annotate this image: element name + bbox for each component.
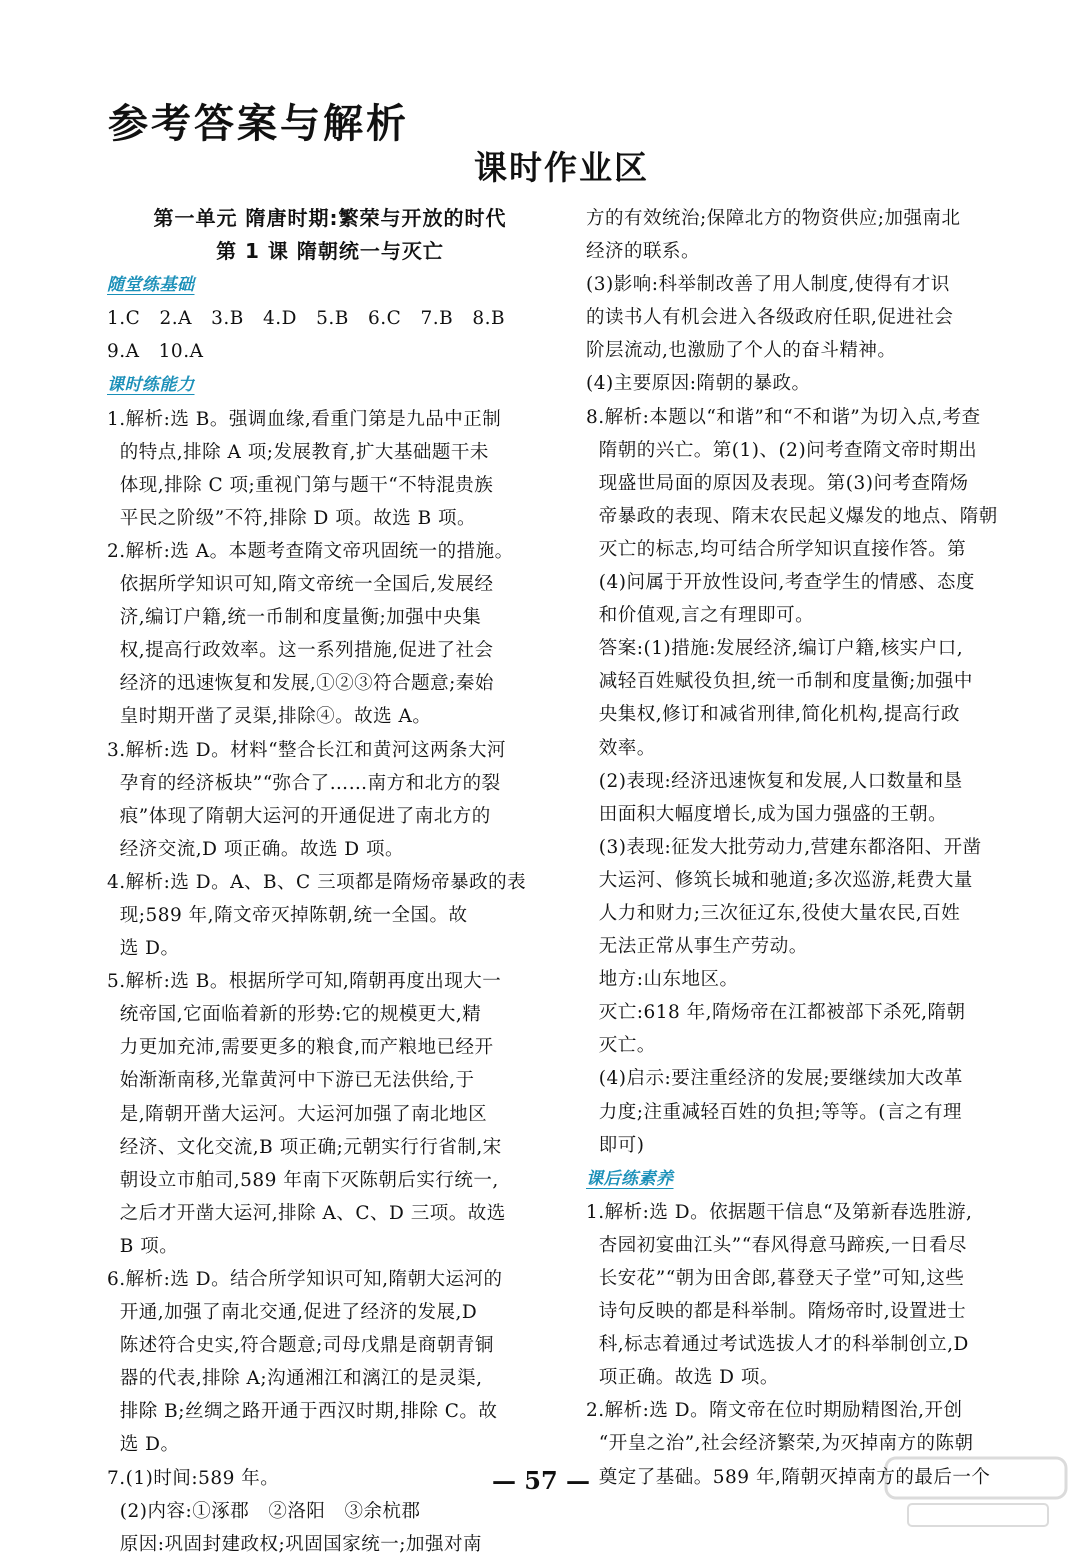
answer-line: 之后才开凿大运河,排除 A、C、D 三项。故选 xyxy=(107,1202,506,1224)
answer-line: 排除 B;丝绸之路开通于西汉时期,排除 C。故 xyxy=(107,1401,498,1423)
answer-line: 阶层流动,也激励了个人的奋斗精神。 xyxy=(586,340,897,362)
answer-line: 项正确。故选 D 项。 xyxy=(586,1367,779,1389)
answer-line: 帝暴政的表现、隋末农民起义爆发的地点、隋朝 xyxy=(586,505,998,527)
answer-line: 人力和财力;三次征辽东,役使大量农民,百姓 xyxy=(586,902,961,924)
answer-line: 孕育的经济板块”“弥合了……南方和北方的裂 xyxy=(107,772,501,794)
answer-line: 选 D。 xyxy=(107,938,180,960)
answer-line: 1.C 2.A 3.B 4.D 5.B 6.C 7.B 8.B xyxy=(107,308,506,330)
answer-line: 方的有效统治;保障北方的物资供应;加强南北 xyxy=(586,208,961,229)
answer-line: 开通,加强了南北交通,促进了经济的发展,D xyxy=(107,1302,478,1324)
answer-line: 灭亡的标志,均可结合所学知识直接作答。第 xyxy=(586,538,967,560)
answer-line: 陈述符合史实,符合题意;司母戊鼎是商朝青铜 xyxy=(107,1335,494,1357)
answer-line: 权,提高行政效率。这一系列措施,促进了社会 xyxy=(107,640,494,662)
answer-line: (4)启示:要注重经济的发展;要继续加大改革 xyxy=(586,1068,963,1090)
answer-line: (2)表现:经济迅速恢复和发展,人口数量和垦 xyxy=(586,770,963,792)
answer-line: 经济、文化交流,B 项正确;元朝实行行省制,宋 xyxy=(107,1136,502,1158)
answer-line: 经济交流,D 项正确。故选 D 项。 xyxy=(107,838,404,860)
page-number: — 57 — xyxy=(491,1466,591,1495)
section-label-ability: 课时练能力 xyxy=(107,375,195,396)
answer-line: 力更加充沛,需要更多的粮食,而产粮地已经开 xyxy=(107,1037,494,1059)
answer-line: 田面积大幅度增长,成为国力强盛的王朝。 xyxy=(586,803,948,825)
answer-line: 济,编订户籍,统一币制和度量衡;加强中央集 xyxy=(107,607,482,629)
page-title: 参考答案与解析 xyxy=(108,101,409,147)
answer-line: 原因:巩固封建政权;巩固国家统一;加强对南 xyxy=(107,1533,482,1555)
answer-line: 2.解析:选 A。本题考查隋文帝巩固统一的措施。 xyxy=(107,540,514,562)
left-column xyxy=(107,202,553,1561)
answer-line: 大运河、修筑长城和驰道;多次巡游,耗费大量 xyxy=(586,869,973,891)
answer-line: 现;589 年,隋文帝灭掉陈朝,统一全国。故 xyxy=(107,904,468,926)
answer-line: 科,标志着通过考试选拔人才的科举制创立,D xyxy=(586,1334,969,1356)
answer-line: (4)主要原因:隋朝的暴政。 xyxy=(586,373,811,395)
answer-line: 效率。 xyxy=(586,737,656,759)
answer-line: 7.(1)时间:589 年。 xyxy=(107,1467,280,1489)
answer-line: “开皇之治”,社会经济繁荣,为灭掉南方的陈朝 xyxy=(586,1433,974,1455)
answer-line: 经济的联系。 xyxy=(586,241,701,263)
answer-line: 2.解析:选 D。隋文帝在位时期励精图治,开创 xyxy=(586,1400,963,1422)
answer-line: 灭亡:618 年,隋炀帝在江都被部下杀死,隋朝 xyxy=(586,1002,966,1024)
section-label-basic: 随堂练基础 xyxy=(107,275,195,296)
lesson-title: 第 1 课 隋朝统一与灭亡 xyxy=(216,239,444,264)
answer-line: 是,隋朝开凿大运河。大运河加强了南北地区 xyxy=(107,1103,488,1125)
answer-line: 1.解析:选 D。依据题干信息“及第新春选胜游, xyxy=(586,1201,973,1223)
answer-line: 灭亡。 xyxy=(586,1035,656,1057)
answer-line: 5.解析:选 B。根据所学可知,隋朝再度出现大一 xyxy=(107,971,502,993)
answer-line: 杏园初宴曲江头”“春风得意马蹄疾,一日看尽 xyxy=(586,1234,968,1256)
answer-line: 经济的迅速恢复和发展,①②③符合题意;秦始 xyxy=(107,673,494,695)
answer-line: 器的代表,排除 A;沟通湘江和漓江的是灵渠, xyxy=(107,1368,483,1390)
right-column xyxy=(586,202,1032,1494)
answer-line: 的读书人有机会进入各级政府任职,促进社会 xyxy=(586,307,954,329)
answer-line: 减轻百姓赋役负担,统一币制和度量衡;加强中 xyxy=(586,671,973,693)
answer-line: 的特点,排除 A 项;发展教育,扩大基础题干未 xyxy=(107,441,489,463)
section-label-literacy: 课后练素养 xyxy=(586,1168,674,1189)
answer-line: 6.解析:选 D。结合所学知识可知,隋朝大运河的 xyxy=(107,1269,503,1290)
answer-line: 地方:山东地区。 xyxy=(586,969,739,991)
answer-line: 央集权,修订和减省刑律,简化机构,提高行政 xyxy=(586,704,960,726)
answer-line: (4)问属于开放性设问,考查学生的情感、态度 xyxy=(586,572,975,594)
answer-line: 现盛世局面的原因及表现。第(3)问考查隋炀 xyxy=(586,472,969,494)
answer-line: 9.A 10.A xyxy=(107,341,204,363)
answer-line: 答案:(1)措施:发展经济,编订户籍,核实户口, xyxy=(586,638,964,660)
section-title: 课时作业区 xyxy=(474,148,649,187)
watermark-logo xyxy=(878,1452,1074,1532)
answer-line: B 项。 xyxy=(107,1235,179,1257)
answer-line: 依据所学知识可知,隋文帝统一全国后,发展经 xyxy=(107,574,494,596)
answer-line: (2)内容:①涿郡 ②洛阳 ③余杭郡 xyxy=(107,1500,421,1522)
answer-line: 1.解析:选 B。强调血缘,看重门第是九品中正制 xyxy=(107,408,502,430)
answer-line: 痕”体现了隋朝大运河的开通促进了南北方的 xyxy=(107,805,491,827)
answer-line: 诗句反映的都是科举制。隋炀帝时,设置进士 xyxy=(586,1301,967,1323)
answer-line: 隋朝的兴亡。第(1)、(2)问考查隋文帝时期出 xyxy=(586,439,978,461)
answer-line: 平民之阶级”不符,排除 D 项。故选 B 项。 xyxy=(107,507,477,529)
answer-line: 体现,排除 C 项;重视门第与题干“不特混贵族 xyxy=(107,474,494,496)
answer-line: 皇时期开凿了灵渠,排除④。故选 A。 xyxy=(107,706,432,728)
answer-line: 选 D。 xyxy=(107,1434,180,1456)
answer-line: 力度;注重减轻百姓的负担;等等。(言之有理 xyxy=(586,1101,962,1123)
answer-line: 即可) xyxy=(586,1134,645,1156)
answer-line: 奠定了基础。589 年,隋朝灭掉南方的最后一个 xyxy=(586,1466,991,1488)
answer-line: (3)表现:征发大批劳动力,营建东都洛阳、开凿 xyxy=(586,836,982,858)
answer-line: 3.解析:选 D。材料“整合长江和黄河这两条大河 xyxy=(107,739,507,761)
answer-line: 和价值观,言之有理即可。 xyxy=(586,605,815,627)
answer-line: 始渐渐南移,光靠黄河中下游已无法供给,于 xyxy=(107,1070,475,1092)
answer-line: 统帝国,它面临着新的形势:它的规模更大,精 xyxy=(107,1004,482,1026)
answer-line: 长安花”“朝为田舍郎,暮登天子堂”可知,这些 xyxy=(586,1268,965,1289)
answer-line: 8.解析:本题以“和谐”和“不和谐”为切入点,考查 xyxy=(586,406,981,428)
answer-line: 朝设立市舶司,589 年南下灭陈朝后实行统一, xyxy=(107,1169,499,1191)
answer-line: (3)影响:科举制改善了用人制度,使得有才识 xyxy=(586,274,950,296)
answer-line: 4.解析:选 D。A、B、C 三项都是隋炀帝暴政的表 xyxy=(107,871,527,893)
answer-line: 无法正常从事生产劳动。 xyxy=(586,936,808,958)
unit-title: 第一单元 隋唐时期:繁荣与开放的时代 xyxy=(153,206,507,230)
